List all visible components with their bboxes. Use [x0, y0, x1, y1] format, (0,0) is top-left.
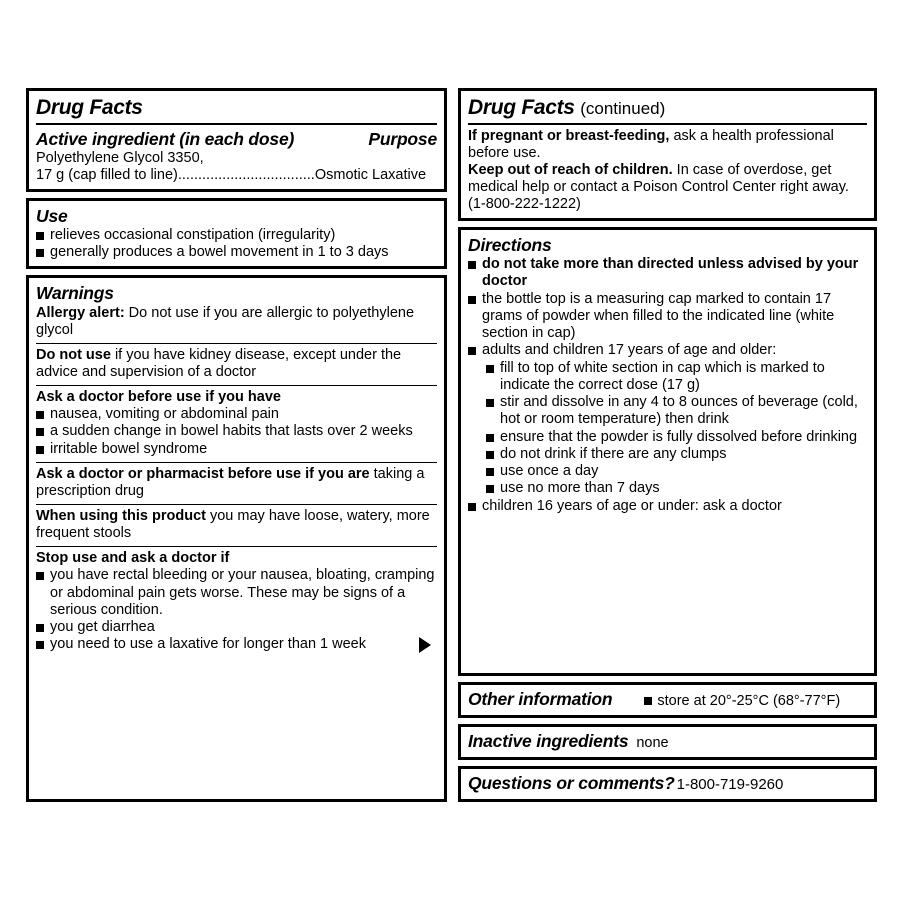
- active-ingredient-heading: Active ingredient (in each dose): [36, 128, 295, 149]
- active-ingredient-dose: 17 g (cap filled to line): [36, 166, 178, 183]
- list-item: [36, 636, 437, 653]
- list-item: fill to top of white section in cap which is marked to indicate the correct dose (17 g): [486, 360, 867, 395]
- other-information-text-wrap: [644, 693, 840, 709]
- panel-other-information: [458, 682, 877, 718]
- list-item: children 16 years of age or under: ask a doctor: [468, 498, 867, 515]
- stop-use-last-row: [50, 636, 437, 653]
- ask-doctor-heading: Ask a doctor before use if you have: [36, 389, 281, 406]
- stop-use-bullet-list: [36, 567, 437, 653]
- allergy-alert: [36, 305, 437, 339]
- keep-out-of-reach-label: Keep out of reach of children.: [468, 161, 673, 178]
- list-item: you have rectal bleeding or your nausea, bloating, cramping or abdominal pain gets worse. These may be signs of a serious condition.: [36, 567, 437, 619]
- directions-sub-bullet-list: [486, 360, 867, 498]
- ask-pharmacist: [36, 466, 437, 500]
- do-not-use: [36, 347, 437, 381]
- allergy-alert-text: Do not use if you are allergic to polyethylene glycol: [36, 304, 415, 338]
- keep-out-of-reach-warning: [468, 162, 867, 213]
- questions-row: [468, 773, 867, 794]
- page-title-text: Drug Facts: [468, 96, 575, 119]
- right-column: [458, 88, 877, 802]
- list-item: do not drink if there are any clumps: [486, 446, 867, 463]
- page-title-continued: [468, 96, 867, 120]
- other-information-row: [468, 689, 867, 710]
- dot-leader: ..................................: [177, 166, 315, 183]
- panel-inactive-ingredients: [458, 724, 877, 760]
- divider: [468, 123, 867, 125]
- panel-questions-or-comments: [458, 766, 877, 802]
- divider: [36, 504, 437, 505]
- list-item: relieves occasional constipation (irregularity): [36, 227, 437, 244]
- continued-label: (continued): [580, 99, 666, 118]
- pregnant-warning: [468, 128, 867, 162]
- panel-directions: [458, 227, 877, 676]
- ask-pharmacist-text: taking a prescription drug: [36, 465, 425, 500]
- inactive-ingredients-heading: Inactive ingredients: [468, 731, 629, 751]
- list-item: you get diarrhea: [36, 619, 437, 636]
- panel-use: [26, 198, 447, 270]
- list-item-label: you need to use a laxative for longer than 1 week: [50, 636, 366, 653]
- when-using-product: [36, 508, 437, 542]
- divider: [36, 546, 437, 547]
- when-using-product-label: When using this product: [36, 508, 206, 525]
- use-heading: Use: [36, 205, 68, 226]
- directions-heading: Directions: [468, 235, 552, 256]
- list-item: irritable bowel syndrome: [36, 441, 437, 458]
- list-item: a sudden change in bowel habits that lasts over 2 weeks: [36, 423, 437, 440]
- keep-out-of-reach-text: In case of overdose, get medical help or contact a Poison Control Center right away. (1-800-222-1222): [468, 161, 849, 212]
- warnings-heading: Warnings: [36, 283, 114, 304]
- drug-facts-label: [26, 88, 877, 802]
- divider: [36, 123, 437, 125]
- page-title: Drug Facts: [36, 96, 143, 119]
- list-item: do not take more than directed unless advised by your doctor: [468, 256, 867, 291]
- stop-use-heading: Stop use and ask a doctor if: [36, 550, 230, 567]
- ask-pharmacist-label: Ask a doctor or pharmacist before use if you are: [36, 465, 370, 482]
- questions-heading: Questions or comments?: [468, 773, 675, 793]
- list-item: stir and dissolve in any 4 to 8 ounces of beverage (cold, hot or room temperature) then drink: [486, 394, 867, 429]
- right-triangle-arrow-icon: [419, 637, 431, 653]
- divider: [36, 462, 437, 463]
- square-bullet-icon: [644, 697, 652, 705]
- inactive-ingredients-text: none: [636, 735, 669, 751]
- list-item: the bottle top is a measuring cap marked to contain 17 grams of powder when filled to the indicated line (white section in cap): [468, 291, 867, 343]
- pregnant-warning-label: If pregnant or breast-feeding,: [468, 127, 670, 144]
- list-item: use once a day: [486, 463, 867, 480]
- inactive-ingredients-row: [468, 731, 867, 752]
- active-ingredient-head-row: [36, 128, 437, 150]
- list-item: use no more than 7 days: [486, 480, 867, 497]
- list-item: generally produces a bowel movement in 1 to 3 days: [36, 244, 437, 261]
- panel-warnings: [26, 275, 447, 802]
- active-ingredient-line1: Polyethylene Glycol 3350,: [36, 149, 204, 166]
- do-not-use-text: if you have kidney disease, except under the advice and supervision of a doctor: [36, 346, 402, 380]
- directions-final-bullet-list: [468, 498, 867, 515]
- when-using-product-text: you may have loose, watery, more frequent stools: [36, 508, 430, 542]
- divider: [36, 385, 437, 386]
- use-bullet-list: [36, 227, 437, 262]
- other-information-heading: Other information: [468, 689, 613, 709]
- active-ingredient-purpose-value: Osmotic Laxative: [314, 166, 427, 183]
- left-column: [26, 88, 447, 802]
- do-not-use-label: Do not use: [36, 346, 111, 363]
- active-ingredient-line2: [36, 167, 437, 184]
- panel-drug-facts-active-ingredient: [26, 88, 447, 192]
- allergy-alert-label: Allergy alert:: [36, 304, 125, 321]
- list-item: adults and children 17 years of age and older:: [468, 342, 867, 359]
- panel-drug-facts-continued: [458, 88, 877, 221]
- questions-phone-number: 1-800-719-9260: [676, 776, 784, 793]
- ask-doctor-bullet-list: [36, 406, 437, 458]
- purpose-heading: Purpose: [368, 128, 437, 149]
- list-item: nausea, vomiting or abdominal pain: [36, 406, 437, 423]
- divider: [36, 343, 437, 344]
- pregnant-warning-text: ask a health professional before use.: [468, 127, 834, 161]
- other-information-text: store at 20°-25°C (68°-77°F): [657, 693, 841, 709]
- list-item: ensure that the powder is fully dissolved before drinking: [486, 429, 867, 446]
- directions-bullet-list: [468, 256, 867, 360]
